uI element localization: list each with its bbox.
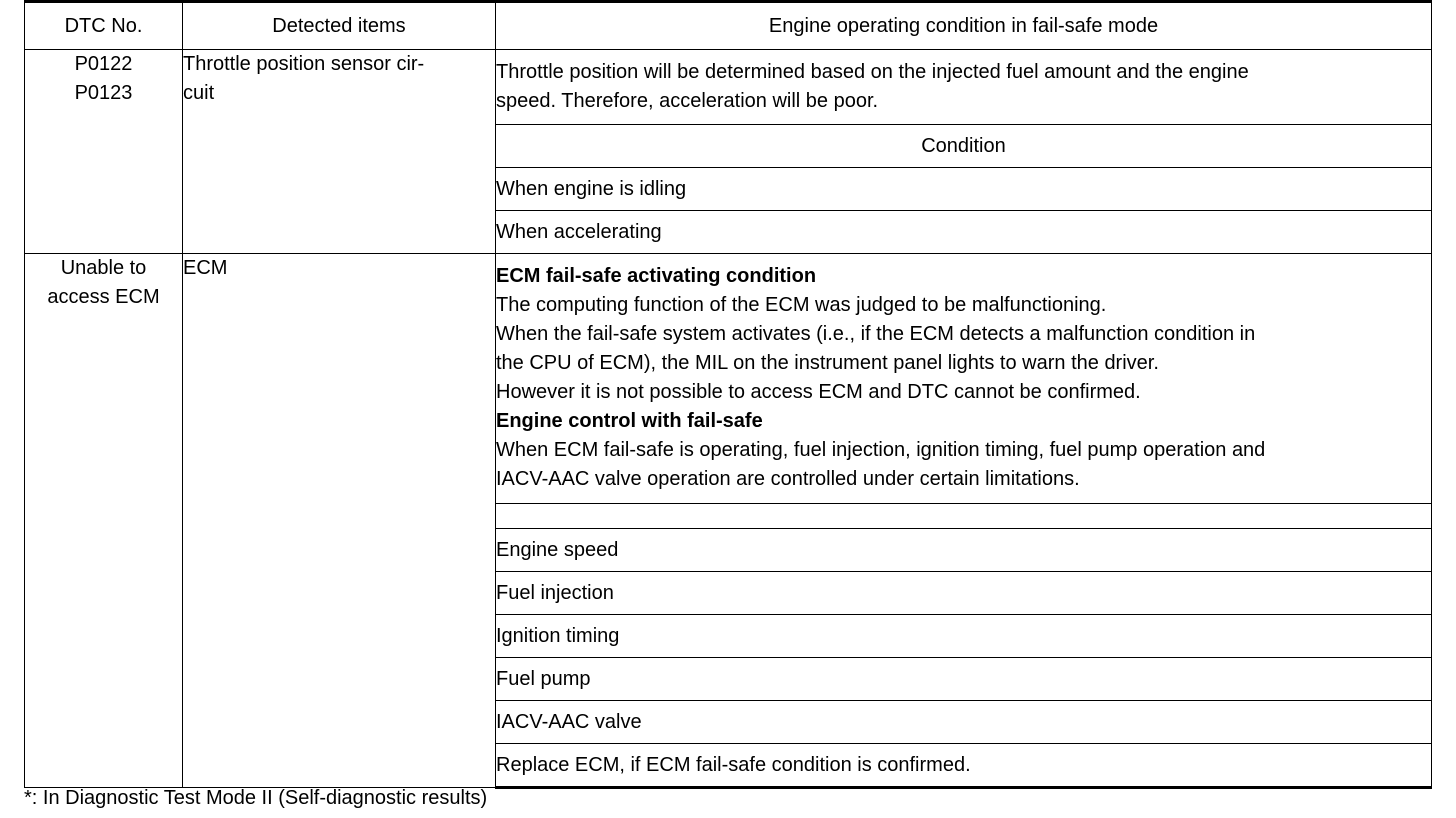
table-row <box>25 50 1432 125</box>
footnote: *: In Diagnostic Test Mode II (Self-diagnostic results) <box>24 787 488 809</box>
control-item: Fuel injection <box>496 572 1432 615</box>
fail-safe-sheet <box>24 0 1432 789</box>
condition-subheader: Condition <box>496 125 1432 168</box>
table-row <box>25 254 1432 504</box>
dtc-cell <box>25 254 183 788</box>
empty-cell <box>496 504 1432 529</box>
detected-item-text: ECM <box>183 257 228 279</box>
header-dtc-no: DTC No. <box>25 2 183 50</box>
detected-item-text: Throttle position sensor cir- <box>183 53 425 75</box>
dtc-cell <box>25 50 183 254</box>
control-item: Ignition timing <box>496 615 1432 658</box>
control-item: Engine speed <box>496 529 1432 572</box>
condition-description-cell <box>496 50 1432 125</box>
condition-description: speed. Therefore, acceleration will be poor. <box>496 90 879 112</box>
paragraph-text: the CPU of ECM), the MIL on the instrument panel lights to warn the driver. <box>496 352 1159 374</box>
fail-safe-table <box>24 0 1432 789</box>
dtc-code: Unable to <box>60 257 147 279</box>
condition-item: When engine is idling <box>496 168 1432 211</box>
section-heading: Engine control with fail-safe <box>496 410 763 432</box>
dtc-code: P0123 <box>74 82 133 104</box>
paragraph-text: The computing function of the ECM was judged to be malfunctioning. <box>496 294 1107 316</box>
dtc-code: P0122 <box>74 53 133 75</box>
final-note: Replace ECM, if ECM fail-safe condition is confirmed. <box>496 744 1432 788</box>
paragraph-text: IACV-AAC valve operation are controlled under certain limitations. <box>496 468 1080 490</box>
table-header-row <box>25 2 1432 50</box>
paragraph-text: However it is not possible to access ECM and DTC cannot be confirmed. <box>496 381 1141 403</box>
condition-item: When accelerating <box>496 211 1432 254</box>
detected-item-text: cuit <box>183 82 215 104</box>
header-detected-items: Detected items <box>183 2 496 50</box>
detected-item-cell <box>183 254 496 788</box>
header-condition: Engine operating condition in fail-safe mode <box>496 2 1432 50</box>
condition-description: Throttle position will be determined based on the injected fuel amount and the engine <box>496 61 1249 83</box>
detected-item-cell <box>183 50 496 254</box>
ecm-fail-safe-cell <box>496 254 1432 504</box>
paragraph-text: When ECM fail-safe is operating, fuel injection, ignition timing, fuel pump operation and <box>496 439 1266 461</box>
dtc-code: access ECM <box>47 286 160 308</box>
control-item: IACV-AAC valve <box>496 701 1432 744</box>
section-heading: ECM fail-safe activating condition <box>496 265 817 287</box>
paragraph-text: When the fail-safe system activates (i.e., if the ECM detects a malfunction condition in <box>496 323 1256 345</box>
control-item: Fuel pump <box>496 658 1432 701</box>
